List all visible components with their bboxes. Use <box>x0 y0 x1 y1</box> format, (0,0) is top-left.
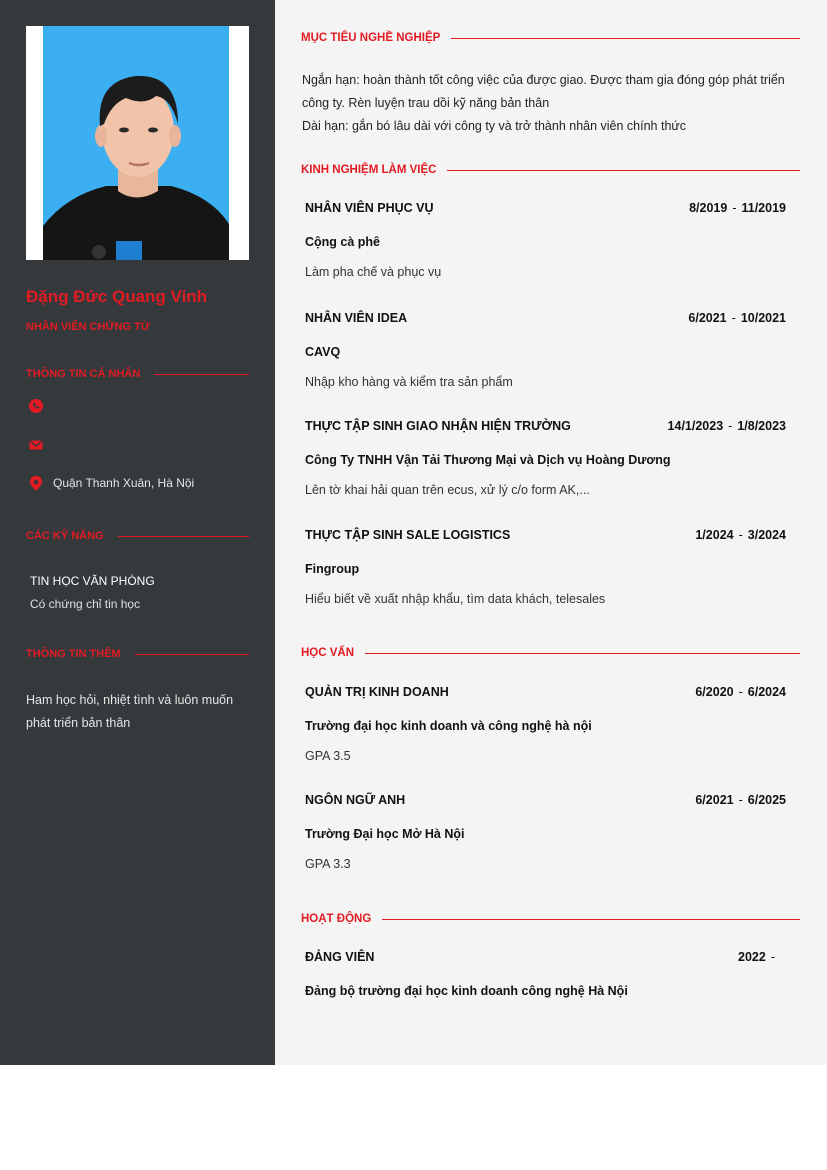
extra-info-heading <box>26 648 249 660</box>
entry-organization: Công Ty TNHH Vận Tải Thương Mại và Dịch vụ Hoàng Dương <box>305 453 671 467</box>
entry-description: Hiểu biết về xuất nhập khẩu, tìm data khách, telesales <box>305 592 606 606</box>
address-text: Quận Thanh Xuân, Hà Nội <box>53 476 195 490</box>
profile-photo <box>26 26 249 260</box>
skill-description: Có chứng chỉ tin học <box>30 597 141 611</box>
address-row <box>28 475 194 491</box>
experience-item <box>305 201 786 279</box>
heading-divider <box>382 919 800 920</box>
activity-item <box>305 950 786 998</box>
objective-heading <box>301 32 800 44</box>
extra-info-heading-text: THÔNG TIN THÊM <box>26 648 121 660</box>
phone-row <box>28 398 53 414</box>
heading-divider <box>154 374 249 375</box>
objective-short-term: Ngắn hạn: hoàn thành tốt công việc của được giao. Được tham gia đóng góp phát triển công ty. Rèn luyện trau dồi kỹ năng bản thân <box>302 73 785 110</box>
phone-icon <box>28 398 44 414</box>
entry-title: QUẢN TRỊ KINH DOANH <box>305 685 449 699</box>
entry-dates: 6/2021 - 6/2025 <box>695 793 786 807</box>
experience-item <box>305 419 786 497</box>
profile-photo-image <box>26 26 249 260</box>
entry-description: GPA 3.3 <box>305 857 351 871</box>
objective-heading-text: MỤC TIÊU NGHỀ NGHIỆP <box>301 32 441 44</box>
skills-heading <box>26 530 249 542</box>
entry-description: GPA 3.5 <box>305 749 351 763</box>
experience-item <box>305 528 786 606</box>
extra-info-text: Ham học hỏi, nhiệt tình và luôn muốn phát triển bản thân <box>26 693 234 730</box>
entry-organization: Cộng cà phê <box>305 235 381 249</box>
map-pin-icon <box>28 475 44 491</box>
heading-divider <box>451 38 800 39</box>
entry-title: THỰC TẬP SINH SALE LOGISTICS <box>305 528 511 542</box>
heading-divider <box>365 653 800 654</box>
entry-organization: Trường Đại học Mở Hà Nội <box>305 827 465 841</box>
entry-dates: 6/2020 - 6/2024 <box>695 685 786 699</box>
education-item <box>305 685 786 763</box>
entry-description: Lên tờ khai hải quan trên ecus, xử lý c/o form AK,... <box>305 483 590 497</box>
skills-heading-text: CÁC KỸ NĂNG <box>26 530 104 542</box>
entry-organization: Fingroup <box>305 562 360 576</box>
skill-name: TIN HỌC VĂN PHÒNG <box>30 574 155 588</box>
education-heading-text: HỌC VẤN <box>301 647 355 659</box>
experience-heading <box>301 164 800 176</box>
entry-title: NHÂN VIÊN PHỤC VỤ <box>305 201 434 215</box>
heading-divider <box>447 170 800 171</box>
personal-info-heading <box>26 368 249 380</box>
entry-dates: 14/1/2023 - 1/8/2023 <box>667 419 786 433</box>
sidebar <box>0 0 275 1065</box>
heading-divider <box>118 536 249 537</box>
activities-heading-text: HOẠT ĐỘNG <box>301 913 372 925</box>
education-item <box>305 793 786 871</box>
entry-title: NGÔN NGỮ ANH <box>305 793 406 807</box>
email-row <box>28 437 53 453</box>
entry-title: NHÂN VIÊN IDEA <box>305 311 408 325</box>
entry-dates: 8/2019 - 11/2019 <box>689 201 786 215</box>
objective-long-term: Dài hạn: gắn bó lâu dài với công ty và trở thành nhân viên chính thức <box>302 119 687 133</box>
activities-heading <box>301 913 800 925</box>
main-content <box>275 0 827 1065</box>
experience-item <box>305 311 786 389</box>
entry-description: Nhập kho hàng và kiểm tra sản phẩm <box>305 375 513 389</box>
entry-dates: 2022 - <box>738 950 775 964</box>
personal-info-heading-text: THÔNG TIN CÁ NHÂN <box>26 368 141 380</box>
entry-organization: CAVQ <box>305 345 341 359</box>
entry-dates: 1/2024 - 3/2024 <box>695 528 786 542</box>
entry-description: Làm pha chế và phục vụ <box>305 265 442 279</box>
entry-title: THỰC TẬP SINH GIAO NHẬN HIỆN TRƯỜNG <box>305 419 571 433</box>
heading-divider <box>135 654 249 655</box>
email-icon <box>28 437 44 453</box>
entry-title: ĐẢNG VIÊN <box>305 950 375 964</box>
entry-organization: Đảng bộ trường đại học kinh doanh công nghệ Hà Nội <box>305 984 628 998</box>
profile-role: NHÂN VIÊN CHỨNG TỪ <box>26 321 150 333</box>
education-heading <box>301 647 800 659</box>
objective-text <box>302 69 802 138</box>
profile-name: Đặng Đức Quang Vinh <box>26 287 208 306</box>
entry-dates: 6/2021 - 10/2021 <box>688 311 786 325</box>
entry-organization: Trường đại học kinh doanh và công nghệ hà nội <box>305 719 592 733</box>
experience-heading-text: KINH NGHIỆM LÀM VIỆC <box>301 164 437 176</box>
